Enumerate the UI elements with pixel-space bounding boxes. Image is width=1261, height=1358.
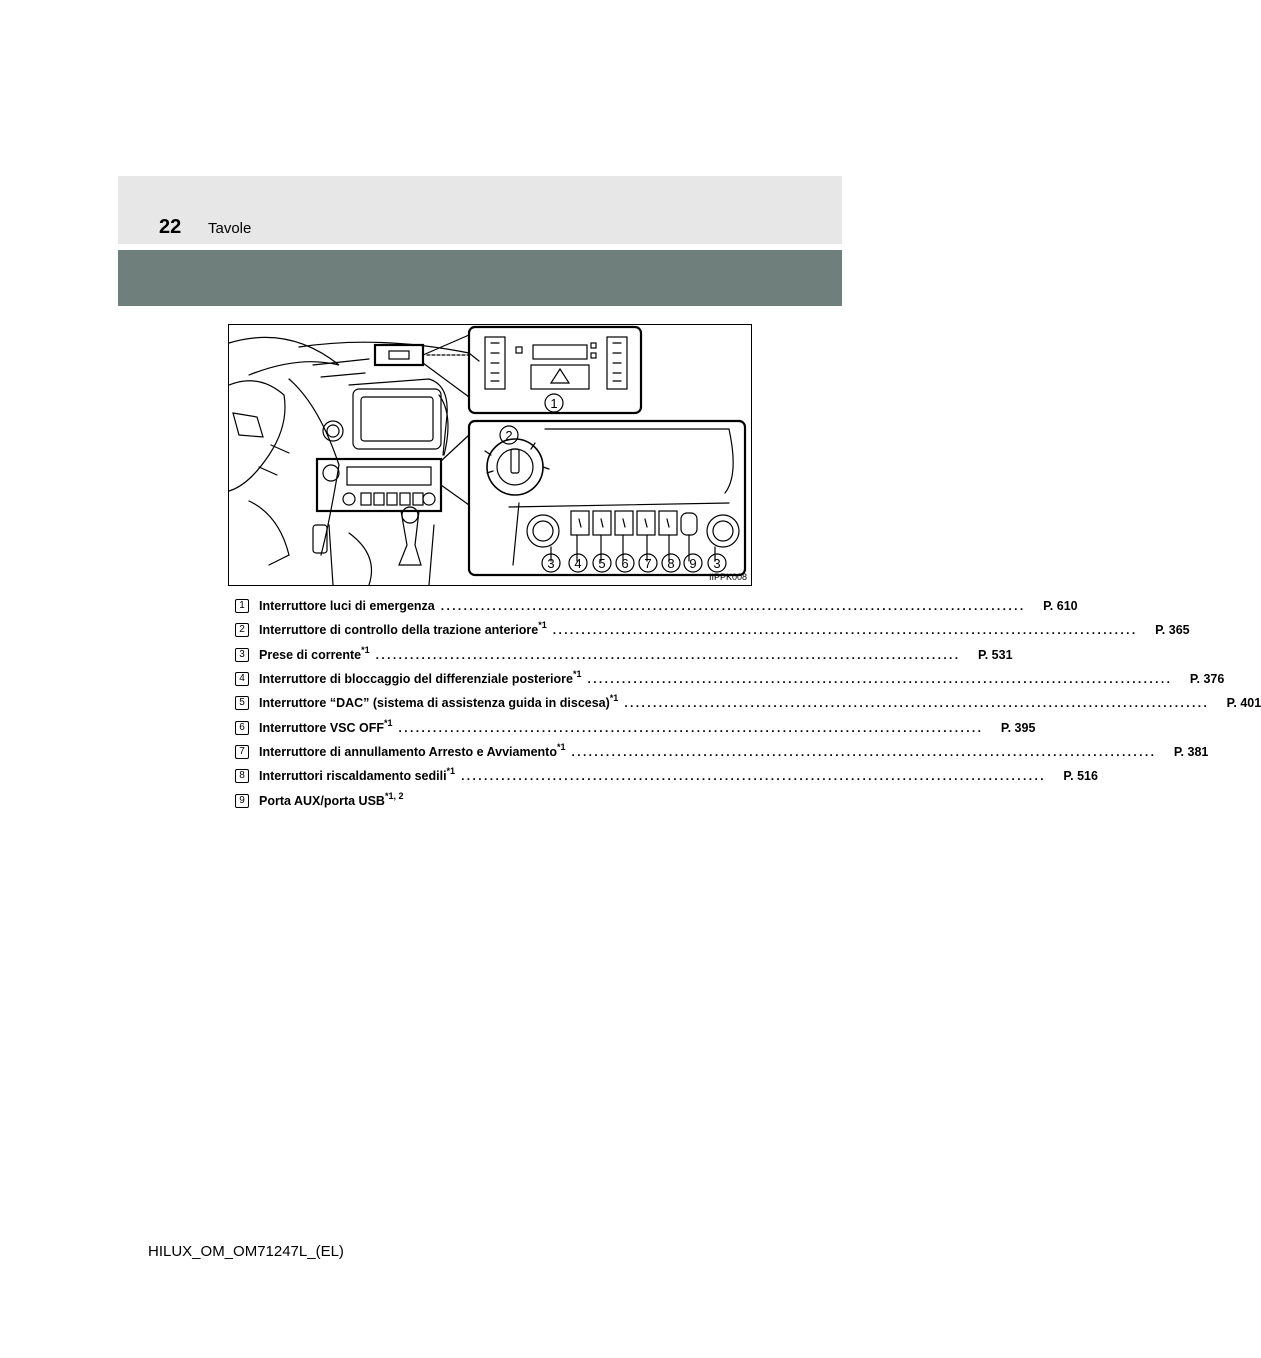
item-label: Interruttore VSC OFF$^{*1}$ bbox=[259, 717, 393, 735]
dot-leader: ...................................................................................................... bbox=[587, 672, 1173, 687]
section-title: Tavole bbox=[208, 220, 252, 237]
callout-8: 8 bbox=[667, 556, 675, 571]
legend-item bbox=[235, 618, 1190, 642]
document-code: HILUX_OM_OM71247L_(EL) bbox=[148, 1243, 344, 1260]
item-label: Interruttore “DAC” (sistema di assistenza guida in discesa)$^{*1}$ bbox=[259, 693, 619, 711]
legend-item bbox=[235, 643, 1013, 667]
item-number: 6 bbox=[235, 721, 249, 735]
figure-code: IIPPK008 bbox=[708, 572, 747, 582]
item-label: Interruttore di controllo della trazione anteriore$^{*1}$ bbox=[259, 620, 547, 638]
item-label: Interruttori riscaldamento sedili$^{*1}$ bbox=[259, 766, 456, 784]
legend-item bbox=[235, 764, 1098, 788]
item-label: Interruttore di annullamento Arresto e Avviamento$^{*1}$ bbox=[259, 741, 566, 759]
item-label: Porta AUX/porta USB$^{*1, 2}$ bbox=[259, 790, 404, 808]
dot-leader: ...................................................................................................... bbox=[571, 744, 1157, 759]
item-label: Interruttore luci di emergenza bbox=[259, 599, 435, 614]
callout-9: 9 bbox=[689, 556, 697, 571]
callout-5: 5 bbox=[598, 556, 606, 571]
item-label: Interruttore di bloccaggio del differenziale posteriore$^{*1}$ bbox=[259, 669, 582, 687]
legend-list bbox=[235, 594, 1261, 813]
item-number: 1 bbox=[235, 599, 249, 613]
item-number: 7 bbox=[235, 745, 249, 759]
dot-leader: ...................................................................................................... bbox=[398, 720, 984, 735]
callout-7: 7 bbox=[644, 556, 652, 571]
callout-3-right: 3 bbox=[713, 556, 721, 571]
callout-6: 6 bbox=[621, 556, 629, 571]
dot-leader: ...................................................................................................... bbox=[461, 769, 1046, 784]
legend-item bbox=[235, 594, 1078, 618]
legend-item bbox=[235, 740, 1209, 764]
dot-leader: ...................................................................................................... bbox=[375, 647, 961, 662]
page-number: 22 bbox=[159, 216, 182, 238]
dot-leader: ...................................................................................................... bbox=[624, 696, 1210, 711]
item-label: Prese di corrente$^{*1}$ bbox=[259, 644, 370, 662]
callout-1: 1 bbox=[550, 396, 558, 411]
page-link[interactable]: P. 516 bbox=[1063, 769, 1098, 784]
item-number: 3 bbox=[235, 648, 249, 662]
dashboard-drawing bbox=[229, 325, 751, 585]
page-link[interactable]: P. 531 bbox=[978, 647, 1013, 662]
dot-leader: ...................................................................................................... bbox=[552, 623, 1138, 638]
page-link[interactable]: P. 401 bbox=[1226, 696, 1261, 711]
callout-2: 2 bbox=[505, 428, 513, 443]
item-number: 8 bbox=[235, 769, 249, 783]
item-number: 4 bbox=[235, 672, 249, 686]
page-link[interactable]: P. 395 bbox=[1000, 720, 1036, 735]
page-link[interactable]: P. 381 bbox=[1173, 744, 1209, 759]
dot-leader: ...................................................................................................... bbox=[440, 599, 1026, 614]
legend-item bbox=[235, 667, 1225, 691]
legend-item bbox=[235, 715, 1036, 739]
page-link[interactable]: P. 365 bbox=[1155, 623, 1190, 638]
callout-3-left: 3 bbox=[547, 556, 555, 571]
item-number: 9 bbox=[235, 794, 249, 808]
legend-item bbox=[235, 691, 1261, 715]
callout-4: 4 bbox=[574, 556, 582, 571]
item-number: 2 bbox=[235, 623, 249, 637]
dashboard-illustration bbox=[228, 324, 752, 586]
item-number: 5 bbox=[235, 696, 249, 710]
legend-item bbox=[235, 788, 725, 812]
page-link[interactable]: P. 376 bbox=[1189, 672, 1225, 687]
page-link[interactable]: P. 610 bbox=[1043, 599, 1078, 614]
header-dark-band bbox=[118, 250, 842, 306]
